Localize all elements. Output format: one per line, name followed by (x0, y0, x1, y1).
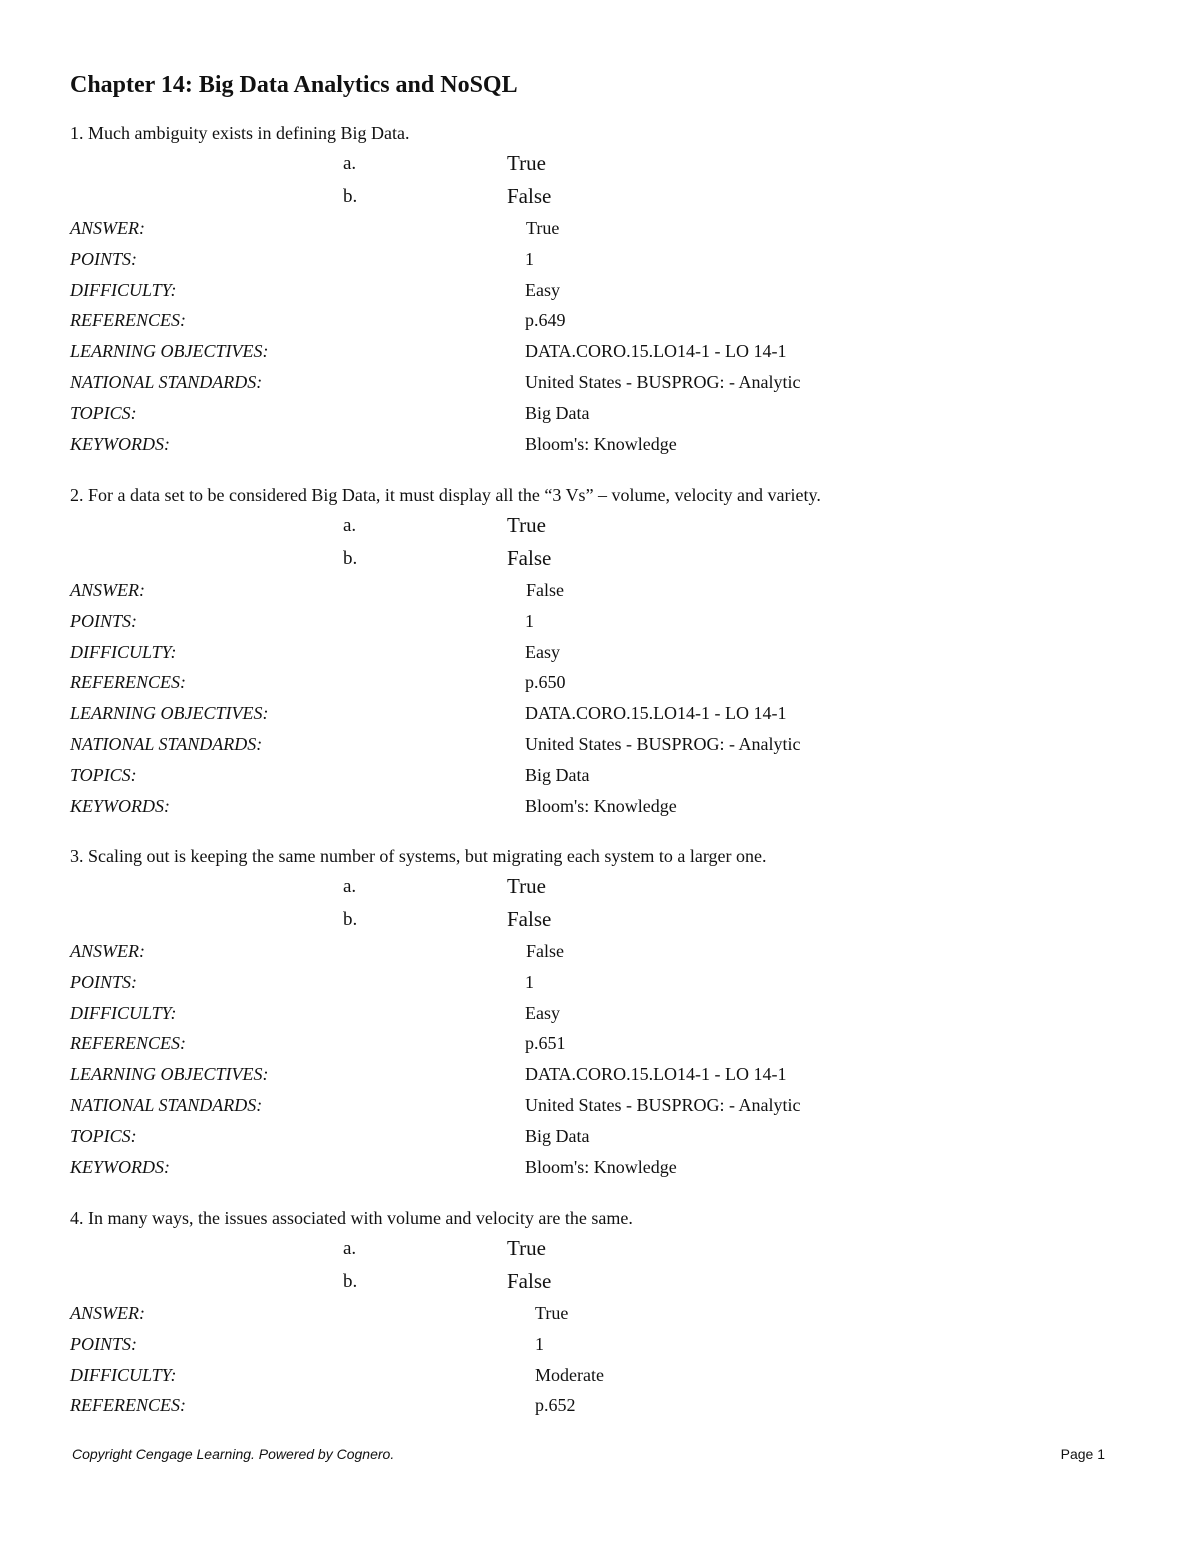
national-standards-label: NATIONAL STANDARDS: (70, 371, 263, 392)
option-text: True (507, 151, 546, 175)
option-letter: b. (343, 1271, 358, 1292)
option-text: True (507, 874, 546, 898)
references-label: REFERENCES: (70, 310, 186, 331)
option-letter: a. (343, 1238, 357, 1259)
points-value: 1 (525, 610, 534, 631)
keywords-label: KEYWORDS: (70, 795, 170, 816)
points-label: POINTS: (70, 610, 137, 631)
learning-objectives-row (70, 336, 1150, 367)
points-row (70, 967, 1150, 998)
option-text: False (507, 546, 552, 570)
references-value: p.652 (535, 1395, 576, 1416)
national-standards-row (70, 729, 1150, 760)
answer-row (70, 575, 1150, 606)
national-standards-label: NATIONAL STANDARDS: (70, 733, 263, 754)
answer-row (70, 213, 1150, 244)
keywords-label: KEYWORDS: (70, 1156, 170, 1177)
option-text: True (507, 1236, 546, 1260)
keywords-value: Bloom's: Knowledge (525, 1156, 677, 1177)
learning-objectives-value: DATA.CORO.15.LO14-1 - LO 14-1 (525, 1064, 787, 1085)
difficulty-label: DIFFICULTY: (70, 1364, 177, 1385)
option-a (70, 1232, 1150, 1265)
option-letter: b. (343, 909, 358, 930)
difficulty-value: Easy (525, 641, 560, 662)
learning-objectives-label: LEARNING OBJECTIVES: (70, 1064, 269, 1085)
question-1 (70, 119, 1150, 459)
topics-row (70, 398, 1150, 429)
difficulty-row (70, 637, 1150, 668)
difficulty-label: DIFFICULTY: (70, 1002, 177, 1023)
topics-label: TOPICS: (70, 764, 137, 785)
question-text: 2. For a data set to be considered Big Data, it must display all the “3 Vs” – volume, velocity and variety. (70, 485, 821, 505)
option-letter: b. (343, 186, 358, 207)
keywords-value: Bloom's: Knowledge (525, 795, 677, 816)
option-b (70, 180, 1150, 213)
option-b (70, 1265, 1150, 1298)
option-text: False (507, 907, 552, 931)
keywords-value: Bloom's: Knowledge (525, 433, 677, 454)
keywords-row (70, 1152, 1150, 1183)
question-3 (70, 842, 1150, 1182)
answer-value: False (526, 580, 564, 600)
option-letter: b. (343, 548, 358, 569)
question-text: 4. In many ways, the issues associated with volume and velocity are the same. (70, 1208, 633, 1228)
learning-objectives-value: DATA.CORO.15.LO14-1 - LO 14-1 (525, 703, 787, 724)
answer-label: ANSWER: (70, 218, 145, 238)
difficulty-row (70, 275, 1150, 306)
topics-row (70, 1121, 1150, 1152)
option-letter: a. (343, 153, 357, 174)
answer-value: False (526, 941, 564, 961)
option-letter: a. (343, 515, 357, 536)
topics-value: Big Data (525, 402, 590, 423)
question-text: 1. Much ambiguity exists in defining Big Data. (70, 123, 410, 143)
references-value: p.650 (525, 672, 566, 693)
topics-row (70, 760, 1150, 791)
references-value: p.651 (525, 1033, 566, 1054)
references-value: p.649 (525, 310, 566, 331)
national-standards-row (70, 367, 1150, 398)
points-label: POINTS: (70, 1333, 137, 1354)
difficulty-value: Easy (525, 1002, 560, 1023)
question-text: 3. Scaling out is keeping the same number of systems, but migrating each system to a larger one. (70, 846, 767, 866)
page-title: Chapter 14: Big Data Analytics and NoSQL (70, 72, 518, 98)
question-4 (70, 1204, 1150, 1421)
answer-label: ANSWER: (70, 1303, 145, 1323)
difficulty-label: DIFFICULTY: (70, 641, 177, 662)
national-standards-label: NATIONAL STANDARDS: (70, 1094, 263, 1115)
difficulty-row (70, 998, 1150, 1029)
points-row (70, 606, 1150, 637)
option-a (70, 147, 1150, 180)
option-b (70, 903, 1150, 936)
points-value: 1 (525, 248, 534, 269)
national-standards-value: United States - BUSPROG: - Analytic (525, 1094, 801, 1115)
topics-label: TOPICS: (70, 402, 137, 423)
option-letter: a. (343, 876, 357, 897)
keywords-label: KEYWORDS: (70, 433, 170, 454)
answer-row (70, 936, 1150, 967)
references-row (70, 1390, 1150, 1421)
answer-label: ANSWER: (70, 941, 145, 961)
points-row (70, 244, 1150, 275)
option-text: False (507, 184, 552, 208)
learning-objectives-label: LEARNING OBJECTIVES: (70, 703, 269, 724)
answer-label: ANSWER: (70, 580, 145, 600)
references-label: REFERENCES: (70, 672, 186, 693)
points-value: 1 (535, 1333, 544, 1354)
learning-objectives-row (70, 1059, 1150, 1090)
points-label: POINTS: (70, 971, 137, 992)
option-text: True (507, 513, 546, 537)
difficulty-value: Moderate (535, 1364, 604, 1385)
references-row (70, 1028, 1150, 1059)
topics-label: TOPICS: (70, 1125, 137, 1146)
points-label: POINTS: (70, 248, 137, 269)
copyright-text: Copyright Cengage Learning. Powered by Cognero. (72, 1446, 395, 1462)
answer-value: True (526, 218, 560, 238)
topics-value: Big Data (525, 1125, 590, 1146)
difficulty-value: Easy (525, 279, 560, 300)
references-label: REFERENCES: (70, 1033, 186, 1054)
difficulty-row (70, 1360, 1150, 1391)
answer-value: True (535, 1303, 569, 1323)
option-text: False (507, 1269, 552, 1293)
national-standards-value: United States - BUSPROG: - Analytic (525, 371, 801, 392)
learning-objectives-value: DATA.CORO.15.LO14-1 - LO 14-1 (525, 341, 787, 362)
topics-value: Big Data (525, 764, 590, 785)
page-number: Page 1 (1060, 1446, 1105, 1462)
page-footer (72, 1446, 1105, 1466)
points-row (70, 1329, 1150, 1360)
keywords-row (70, 791, 1150, 822)
option-b (70, 542, 1150, 575)
national-standards-row (70, 1090, 1150, 1121)
references-row (70, 667, 1150, 698)
learning-objectives-row (70, 698, 1150, 729)
option-a (70, 870, 1150, 903)
keywords-row (70, 429, 1150, 460)
references-label: REFERENCES: (70, 1395, 186, 1416)
option-a (70, 509, 1150, 542)
points-value: 1 (525, 971, 534, 992)
answer-row (70, 1298, 1150, 1329)
national-standards-value: United States - BUSPROG: - Analytic (525, 733, 801, 754)
learning-objectives-label: LEARNING OBJECTIVES: (70, 341, 269, 362)
difficulty-label: DIFFICULTY: (70, 279, 177, 300)
question-2 (70, 481, 1150, 821)
references-row (70, 305, 1150, 336)
